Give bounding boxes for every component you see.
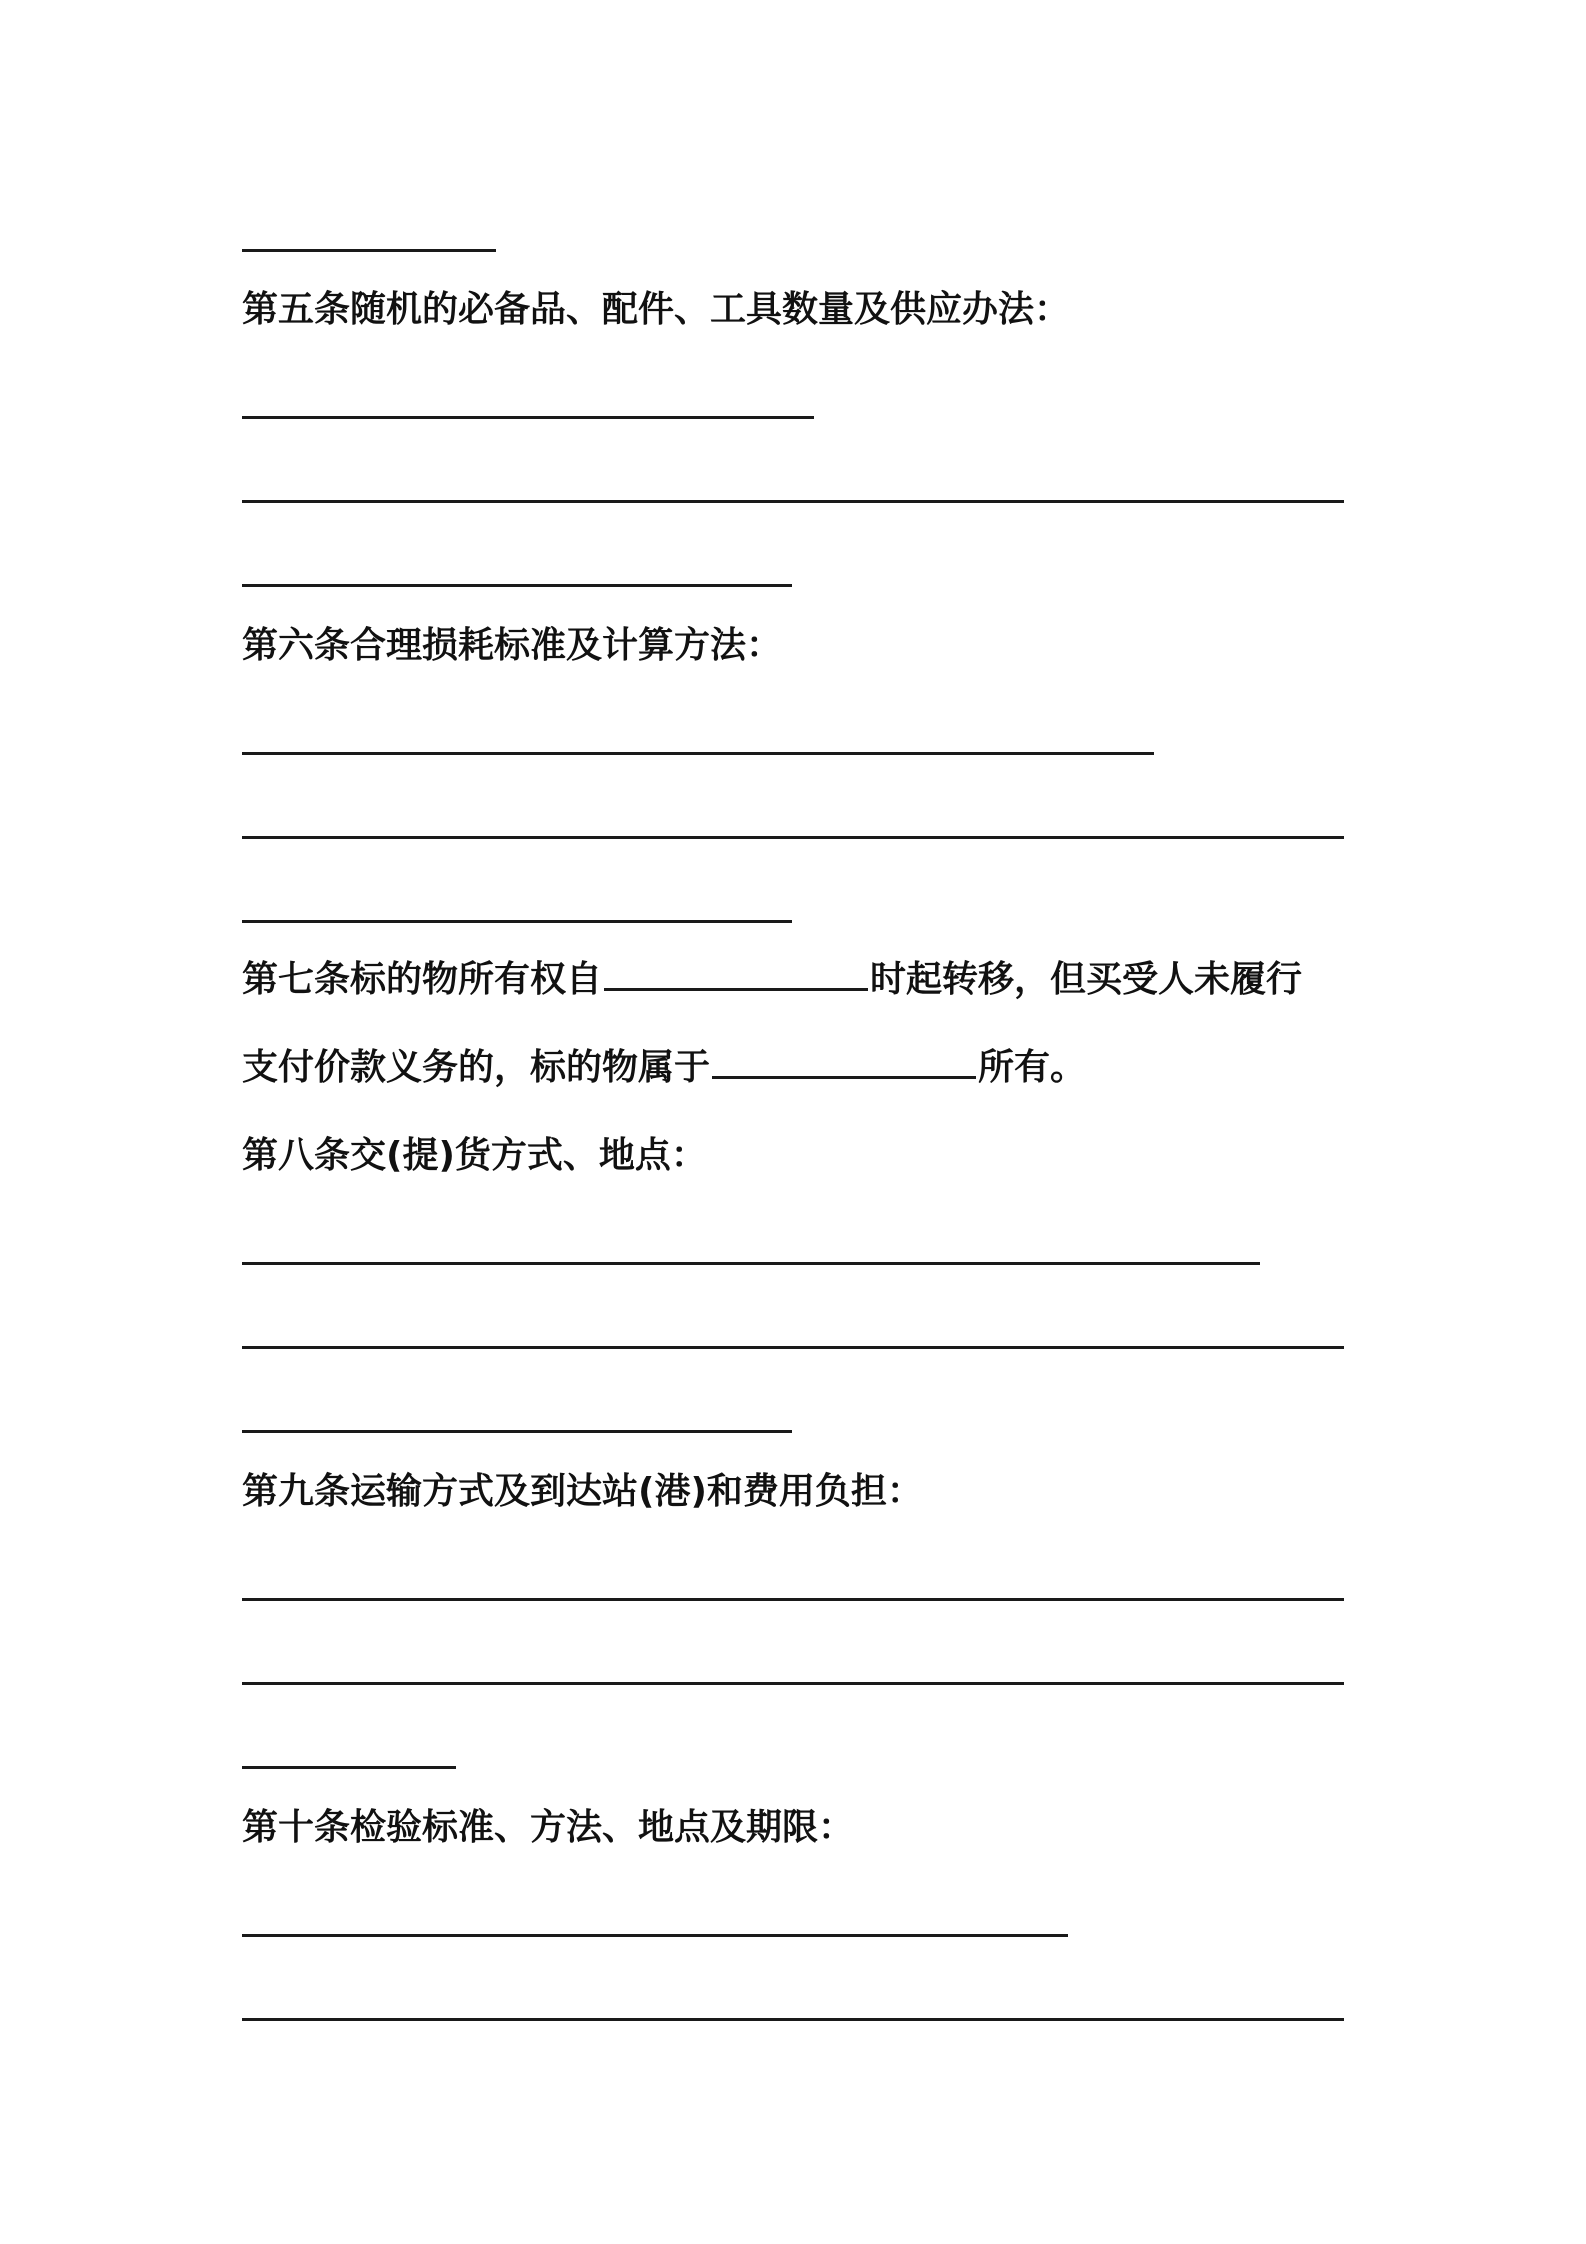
blank-line <box>242 1262 1260 1265</box>
article-7-part-1: 第七条标的物所有权自 <box>242 959 603 1000</box>
blank-line <box>242 1682 1344 1685</box>
blank-line <box>242 1430 792 1433</box>
article-7-part-4: 所有。 <box>978 1047 1087 1088</box>
blank-line <box>242 500 1344 503</box>
article-8-title: 第八条交(提)货方式、地点： <box>242 1135 707 1176</box>
article-7-part-3: 支付价款义务的，标的物属于 <box>242 1047 711 1088</box>
blank-line <box>242 1766 456 1769</box>
blank-line <box>242 2018 1344 2021</box>
article-9-title: 第九条运输方式及到达站(港)和费用负担： <box>242 1471 923 1512</box>
article-6-title: 第六条合理损耗标准及计算方法： <box>242 625 783 666</box>
article-7-line-2 <box>242 1046 1086 1090</box>
article-7-line-1 <box>242 958 1302 1002</box>
blank-line <box>242 1598 1344 1601</box>
blank-line <box>242 416 814 419</box>
blank-line <box>242 1346 1344 1349</box>
blank-line <box>242 752 1154 755</box>
article-10-title: 第十条检验标准、方法、地点及期限： <box>242 1807 855 1848</box>
article-7-part-2: 时起转移，但买受人未履行 <box>870 959 1303 1000</box>
blank-line <box>242 249 496 252</box>
fill-in-blank <box>604 988 868 991</box>
article-5-title: 第五条随机的必备品、配件、工具数量及供应办法： <box>242 289 1071 330</box>
blank-line <box>242 584 792 587</box>
blank-line <box>242 1934 1068 1937</box>
blank-line <box>242 836 1344 839</box>
fill-in-blank <box>712 1076 976 1079</box>
blank-line <box>242 920 792 923</box>
